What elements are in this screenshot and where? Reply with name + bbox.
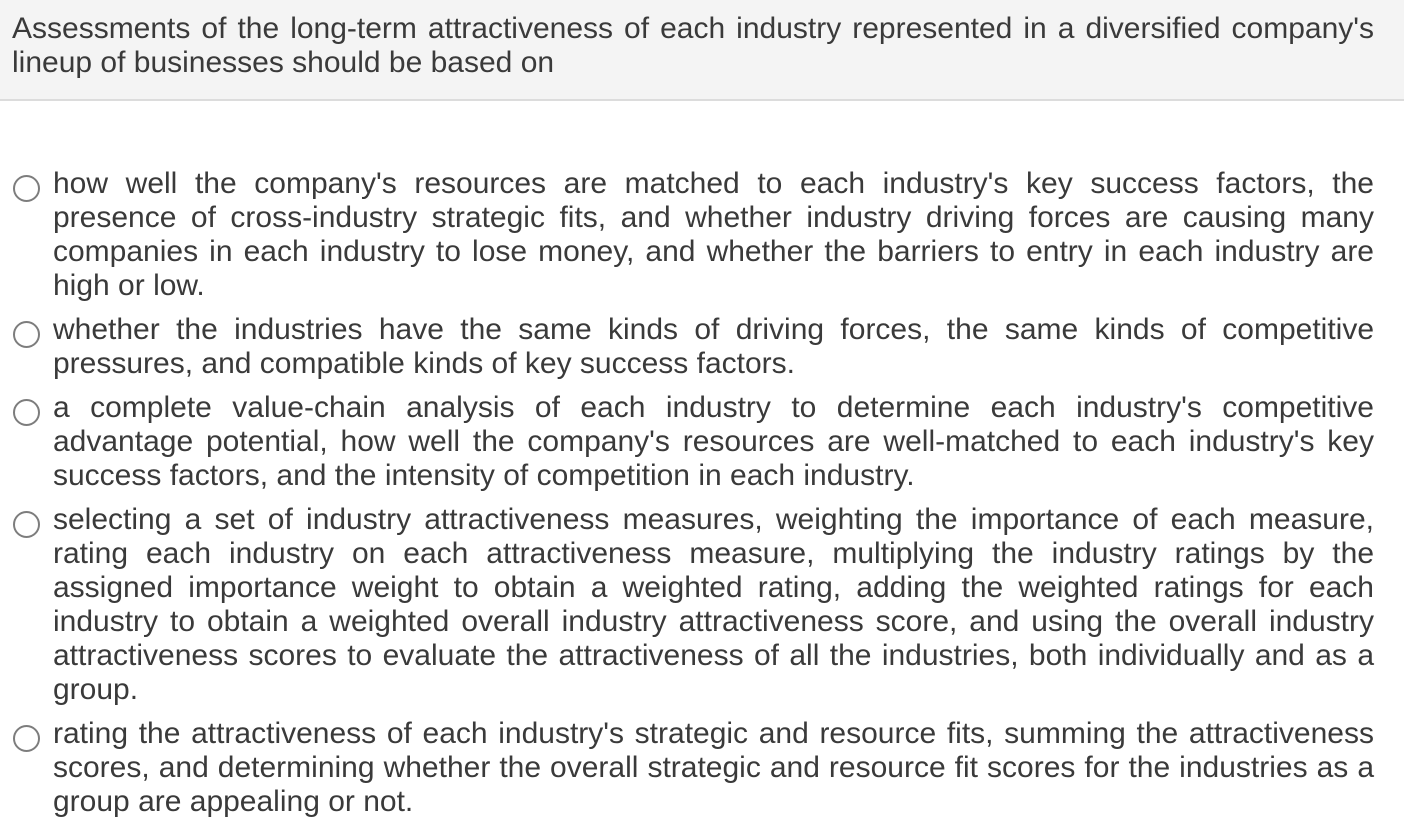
question-header: [0, 0, 1404, 101]
answer-option-label: how well the company's resources are matched to each industry's key success factors, the presence of cross-industry strategic fits, and whether industry driving forces are causing many companies in each industry to lose money, and whether the barriers to entry in each industry are high or low.: [53, 167, 1374, 302]
radio-button[interactable]: [13, 511, 40, 538]
answer-option-label: rating the attractiveness of each industry's strategic and resource fits, summing the attractiveness scores, and determining whether the overall strategic and resource fit scores for the industries as a group are appealing or not.: [53, 717, 1374, 818]
answer-options: [0, 167, 1404, 829]
radio-button[interactable]: [13, 321, 40, 348]
radio-button[interactable]: [13, 399, 40, 426]
answer-option-2[interactable]: [0, 313, 1404, 381]
answer-option-3[interactable]: [0, 391, 1404, 493]
question-text: Assessments of the long-term attractiveness of each industry represented in a diversified company's lineup of businesses should be based on: [12, 12, 1374, 79]
answer-option-label: whether the industries have the same kinds of driving forces, the same kinds of competitive pressures, and compatible kinds of key success factors.: [53, 313, 1374, 380]
answer-option-label: a complete value-chain analysis of each industry to determine each industry's competitive advantage potential, how well the company's resources are well-matched to each industry's key success factors, and the intensity of competition in each industry.: [53, 391, 1374, 492]
answer-option-label: selecting a set of industry attractiveness measures, weighting the importance of each measure, rating each industry on each attractiveness measure, multiplying the industry ratings by the assigned importance weight to obtain a weighted rating, adding the weighted ratings for each industry to obtain a weighted overall industry attractiveness score, and using the overall industry attractiveness scores to evaluate the attractiveness of all the industries, both individually and as a group.: [53, 503, 1374, 706]
radio-button[interactable]: [13, 175, 40, 202]
answer-option-5[interactable]: [0, 717, 1404, 819]
answer-option-1[interactable]: [0, 167, 1404, 303]
radio-button[interactable]: [13, 725, 40, 752]
answer-option-4[interactable]: [0, 503, 1404, 707]
